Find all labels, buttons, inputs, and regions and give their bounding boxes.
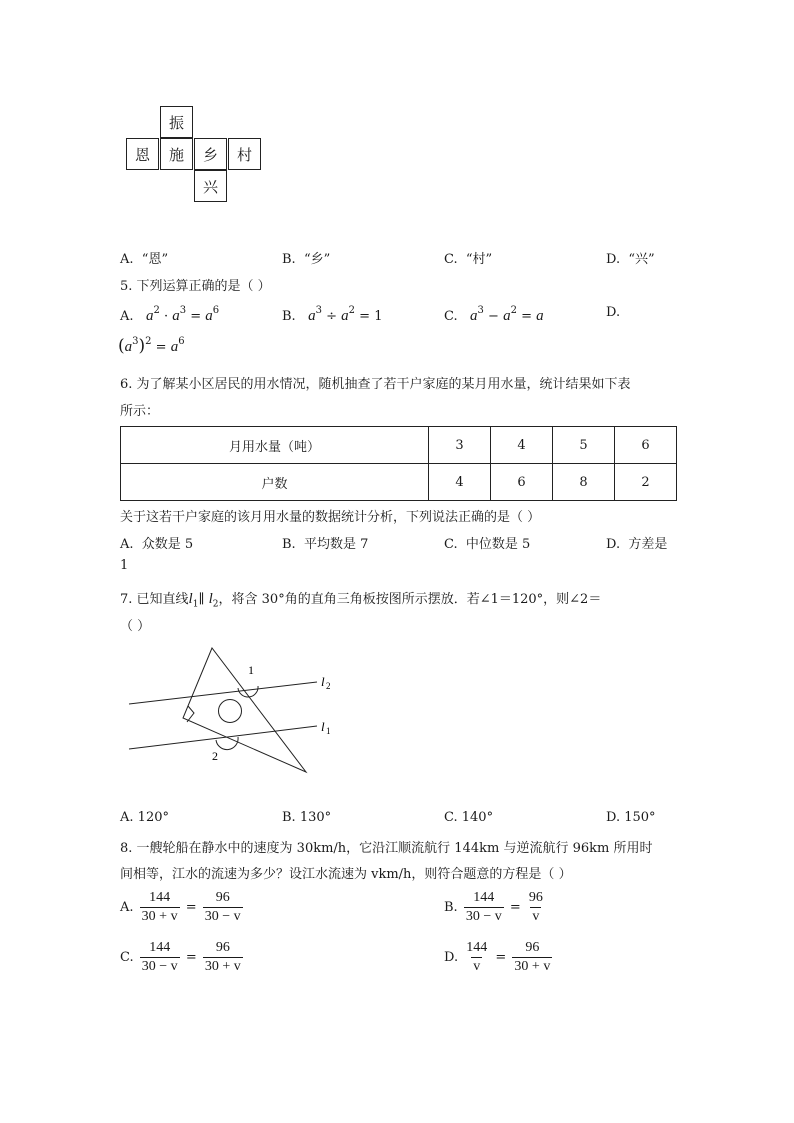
right-angle-mark [187, 706, 194, 722]
net-cell-top: 振 [160, 106, 193, 138]
q7-stem-line2: （ ） [120, 619, 151, 634]
table-cell: 4 [491, 427, 553, 464]
q7-option-c[interactable]: C. 140° [444, 810, 494, 825]
q4-option-a[interactable]: A. “恩” [120, 252, 169, 267]
line-l1 [129, 726, 317, 749]
triangle-hole [219, 700, 242, 723]
table-cell: 3 [429, 427, 491, 464]
table-cell: 2 [615, 464, 677, 501]
q5-option-d-expr: $(a^3)^2 = a^6$ [118, 336, 185, 356]
row-header-households: 户数 [121, 464, 429, 501]
table-cell: 6 [491, 464, 553, 501]
q6-option-c[interactable]: C. 中位数是 5 [444, 537, 531, 552]
q8-option-a[interactable]: A. $\frac{144}{30 + v}$ = $\frac{96}{30 - v}$ [120, 890, 241, 924]
angle-1-label: 1 [248, 663, 254, 677]
angle-2-arc [216, 737, 238, 750]
q6-after-table: 关于这若干户家庭的该月用水量的数据统计分析，下列说法正确的是（ ） [120, 510, 541, 525]
q4-option-c[interactable]: C. “村” [444, 252, 493, 267]
q7-option-d[interactable]: D. 150° [606, 810, 656, 825]
q6-option-d-wrap: 1 [120, 558, 129, 573]
table-cell: 8 [553, 464, 615, 501]
net-cell-bottom: 兴 [194, 170, 227, 202]
q4-option-b[interactable]: B. “乡” [282, 252, 331, 267]
q5-option-a[interactable]: A. $a^2 \cdot a^3 = a^6$ [120, 305, 220, 324]
l1-label: l [321, 719, 325, 734]
net-cell-1: 恩 [126, 138, 159, 170]
q6-stem-line2: 所示： [120, 404, 160, 419]
q6-option-d[interactable]: D. 方差是 [606, 537, 668, 552]
table-cell: 4 [429, 464, 491, 501]
l2-label-sub: 2 [326, 681, 331, 691]
net-cell-2: 施 [160, 138, 193, 170]
q6-option-b[interactable]: B. 平均数是 7 [282, 537, 369, 552]
net-cell-3: 乡 [194, 138, 227, 170]
q8-option-c[interactable]: C. $\frac{144}{30 - v}$ = $\frac{96}{30 + v}$ [120, 940, 241, 974]
q6-stem-line1: 6. 为了解某小区居民的用水情况，随机抽查了若干户家庭的某月用水量，统计结果如下表 [120, 377, 631, 392]
q7-stem-line1: 7. 已知直线$l_1\parallel$ $l_2$，将含 30°角的直角三角板按图所示摆放．若∠1＝120°，则∠2＝ [120, 591, 602, 610]
net-cell-4: 村 [228, 138, 261, 170]
q4-option-d[interactable]: D. “兴” [606, 252, 655, 267]
q6-option-a[interactable]: A. 众数是 5 [120, 537, 194, 552]
q8-option-b[interactable]: B. $\frac{144}{30 - v}$ = $\frac{96}{v}$ [444, 890, 543, 924]
table-cell: 5 [553, 427, 615, 464]
q8-option-d[interactable]: D. $\frac{144}{v}$ = $\frac{96}{30 + v}$ [444, 940, 551, 974]
l1-label-sub: 1 [326, 726, 331, 736]
angle-2-label: 2 [212, 749, 218, 763]
q5-option-d[interactable]: D. [606, 305, 621, 320]
q8-stem-line2: 间相等，江水的流速为多少？设江水流速为 vkm/h，则符合题意的方程是（ ） [120, 867, 572, 882]
q7-option-a[interactable]: A. 120° [120, 810, 169, 825]
q5-option-c[interactable]: C. $a^3 - a^2 = a$ [444, 305, 544, 324]
q5-option-b[interactable]: B. $a^3 \div a^2 = 1$ [282, 305, 383, 324]
table-cell: 6 [615, 427, 677, 464]
line-l2 [129, 682, 317, 704]
q5-stem: 5. 下列运算正确的是（ ） [120, 279, 271, 294]
q8-stem-line1: 8. 一艘轮船在静水中的速度为 30km/h，它沿江顺流航行 144km 与逆流航行 96km 所用时 [120, 841, 653, 856]
l2-label: l [321, 674, 325, 689]
row-header-usage: 月用水量（吨） [121, 427, 429, 464]
q7-option-b[interactable]: B. 130° [282, 810, 332, 825]
triangle-ruler [183, 648, 306, 772]
